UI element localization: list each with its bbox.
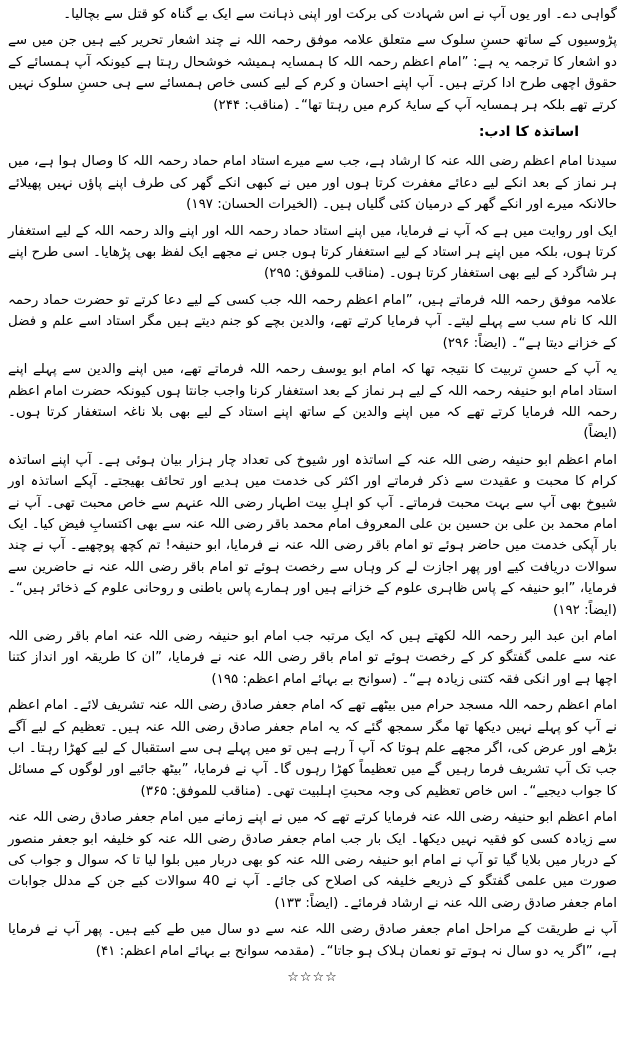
paragraph: امام ابن عبد البر رحمہ اللہ لکھتے ہیں کہ ایک مرتبہ جب امام ابو حنیفہ رضی اللہ عنہ امام باقر رضی اللہ عنہ سے علمی گفتگو کر کے رخصت ہوئے تو امام باقر رضی اللہ عنہ نے فرمایا، ”ان کا طریقہ اور انداز کتنا اچھا ہے اور انکی فقہ کتنی زیادہ ہے“۔ (سوانح بے بہائے امام اعظم: ۱۹۵)	[8, 628, 617, 687]
paragraph: امام اعظم رحمہ اللہ مسجد حرام میں بیٹھے تھے کہ امام جعفر صادق رضی اللہ عنہ تشریف لائے۔ امام اعظم نے آپ کو پہلے نہیں دیکھا تھا مگر سمجھ گئے کہ یہ امام جعفر صادق رضی اللہ عنہ ہیں۔ تعظیم کے لیے آگے بڑھے اور عرض کی، اگر مجھے علم ہوتا کہ آپ آ رہے ہیں تو میں پہلے ہی سے استقبال کے لیے کھڑا رہتا۔ اب جب تک آپ تشریف فرما رہیں گے میں تعظیماً کھڑا رہوں گا۔ آپ نے فرمایا، ”بیٹھ جائیے اور لوگوں کے مسائل کا جواب دیجیے“۔ اس خاص تعظیم کی وجہ محبتِ اہلبیت تھی۔ (مناقب للموفق: ۳۶۵)	[8, 698, 617, 799]
paragraph: یہ آپ کے حسنِ تربیت کا نتیجہ تھا کہ امام ابو یوسف رحمہ اللہ فرماتے تھے، میں اپنے والدین سے پہلے اپنے استاد امام ابو حنیفہ رحمہ اللہ کے لیے ہر نماز کے بعد استغفار کرنا واجب جانتا ہوں کیونکہ حضرت امام اعظم رحمہ اللہ فرمایا کرتے تھے کہ میں اپنے والدین کے ساتھ اپنے استاد کے لیے بھی بلا ناغہ استغفار کرتا ہوں۔ (ایضاً)	[8, 362, 617, 442]
section-divider-stars: ☆☆☆☆	[287, 970, 338, 986]
paragraph: گواہی دے۔ اور یوں آپ نے اس شہادت کی برکت اور اپنی ذہانت سے ایک بے گناہ کو قتل سے بچالیا۔	[63, 7, 617, 22]
paragraph: امام اعظم ابو حنیفہ رضی اللہ عنہ کے اساتذہ اور شیوخ کی تعداد چار ہزار بیان ہوئی ہے۔ آپ اپنے اساتذہ کرام کا محبت و عقیدت سے ذکر فرماتے اور اکثر کی خدمت میں ہدیے اور تحائف بھیجتے۔ آپکے اساتذہ اور شیوخ بھی آپ سے بہت محبت فرماتے۔ آپ کو اہلِ بیت اطہار رضی اللہ عنہم سے خاص محبت تھی۔ آپ نے امام محمد بن علی بن حسین بن علی المعروف امام محمد باقر رضی اللہ عنہ سے بھی اکتسابِ فیض کیا۔ ایک بار آپکی خدمت میں حاضر ہوئے تو امام باقر رضی اللہ عنہ نے فرمایا، ابو حنیفہ! تم کچھ پوچھیے۔ آپ نے چند سوالات دریافت کیے اور پھر اجازت لے کر وہاں سے رخصت ہوئے تو امام باقر رضی اللہ عنہ نے حاضرین سے فرمایا، ”ابو حنیفہ کے پاس ظاہری علوم کے خزانے ہیں اور ہمارے پاس باطنی و روحانی علوم کے ذخائر ہیں“۔ (ایضاً: ۱۹۲)	[8, 452, 617, 618]
document-text	[8, 4, 617, 988]
section-heading: اساتذہ کا ادب:	[478, 124, 579, 141]
paragraph: علامہ موفق رحمہ اللہ فرماتے ہیں، ”امام اعظم رحمہ اللہ جب کسی کے لیے دعا کرتے تو حضرت حماد رحمہ اللہ کا نام سب سے پہلے لیتے۔ آپ فرمایا کرتے تھے، والدین بچے کو جنم دیتے ہیں مگر استاد اسے علم و فضل کے خزانے دیتا ہے“۔ (ایضاً: ۲۹۶)	[8, 292, 617, 351]
paragraph: آپ نے طریقت کے مراحل امام جعفر صادق رضی اللہ عنہ سے دو سال میں طے کیے ہیں۔ پھر آپ نے فرمایا ہے، ”اگر یہ دو سال نہ ہوتے تو نعمان ہلاک ہو جاتا“۔ (مقدمہ سوانح بے بہائے امام اعظم: ۴۱)	[8, 922, 617, 959]
paragraph: پڑوسیوں کے ساتھ حسنِ سلوک سے متعلق علامہ موفق رحمہ اللہ نے چند اشعار تحریر کیے ہیں جن میں سے دو اشعار کا ترجمہ یہ ہے: ”امام اعظم رحمہ اللہ کا ہمسایہ ہمیشہ خوشحال رہتا ہے کیونکہ آپ ہمسائے کے حقوق اچھی طرح ادا کرتے ہیں۔ آپ اپنے احسان و کرم کے لیے کسی خاص ہمسائے سے ہی حسنِ سلوک نہیں کرتے تھے بلکہ ہر ہمسایہ آپ کے سایۂ کرم میں رہتا تھا“۔ (مناقب: ۲۴۴)	[8, 33, 617, 113]
paragraph: سیدنا امام اعظم رضی اللہ عنہ کا ارشاد ہے، جب سے میرے استاد امام حماد رحمہ اللہ کا وصال ہوا ہے، میں ہر نماز کے بعد انکے لیے دعائے مغفرت کرتا ہوں اور میں نے کبھی انکے گھر کی طرف اپنے پاؤں نہیں پھیلائے حالانکہ میرے اور انکے گھر کے درمیان کئی گلیاں ہیں۔ (الخیرات الحسان: ۱۹۷)	[8, 154, 617, 213]
paragraph: ایک اور روایت میں ہے کہ آپ نے فرمایا، میں اپنے استاد حماد رحمہ اللہ اور اپنے والد رحمہ اللہ کے لیے استغفار کرتا ہوں، بلکہ میں اپنے ہر استاد کے لیے استغفار کرتا ہوں جس نے مجھے ایک لفظ بھی پڑھایا۔ اسی طرح اپنے ہر شاگرد کے لیے بھی استغفار کرتا ہوں۔ (مناقب للموفق: ۲۹۵)	[8, 223, 617, 282]
paragraph: امام اعظم ابو حنیفہ رضی اللہ عنہ فرمایا کرتے تھے کہ میں نے اپنے زمانے میں امام جعفر صادق رضی اللہ عنہ سے زیادہ کسی کو فقیہ نہیں دیکھا۔ ایک بار جب امام جعفر صادق رضی اللہ عنہ کو خلیفہ ابو جعفر منصور کے دربار میں بلایا گیا تو آپ نے امام ابو حنیفہ رضی اللہ عنہ کو بھی دربار میں بلوا لیا تا کہ سوال و جواب کی صورت میں علمی گفتگو کے ذریعے خلیفہ کی اصلاح کی جائے۔ آپ نے 40 سوالات کیے جن کے مدلل جوابات امام جعفر صادق رضی اللہ عنہ نے ارشاد فرمائے۔ (ایضاً: ۱۳۳)	[8, 810, 617, 911]
